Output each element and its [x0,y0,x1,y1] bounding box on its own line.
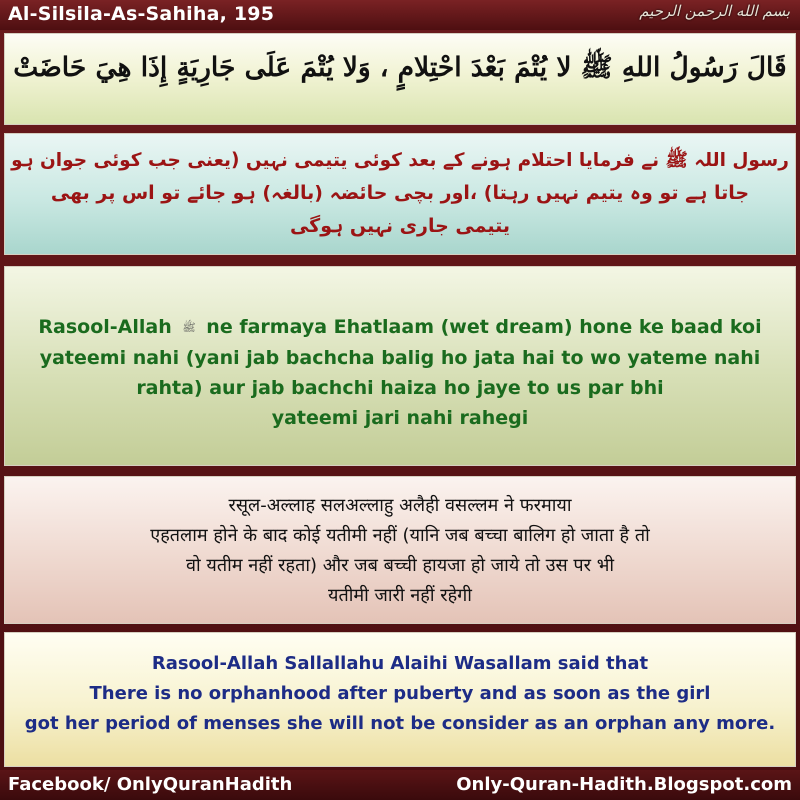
roman-line: yateemi nahi (yani jab bachcha balig ho jata hai to wo yateme nahi [39,346,761,369]
roman-line-1-start: Rasool-Allah [38,316,172,338]
urdu-line: جاتا ہے تو وہ یتیم نہیں رہتا) ،اور بچی حائضہ (بالغہ) ہو جائے تو اس پر بھی [50,182,750,204]
roman-urdu-translation [5,312,795,433]
arabic-text-panel [4,33,796,125]
roman-line [5,312,795,343]
english-translation-panel [4,632,796,767]
english-line: Rasool-Allah Sallallahu Alaihi Wasallam said that [151,653,649,674]
urdu-line: یتیمی جاری نہیں ہوگی [289,215,511,237]
footer-bar [0,770,800,800]
hadith-reference-title: Al-Silsila-As-Sahiha, 195 [8,3,275,25]
roman-line: rahta) aur jab bachchi haiza ho jaye to us par bhi [136,376,664,399]
roman-line-1-end: ne farmaya Ehatlaam (wet dream) hone ke baad koi [206,316,762,338]
urdu-translation [5,144,795,243]
english-translation [5,649,795,739]
blog-url: Only-Quran-Hadith.Blogspot.com [456,774,792,795]
roman-line: yateemi jari nahi rahegi [271,406,529,429]
urdu-line: رسول اللہ ﷺ نے فرمایا احتلام ہونے کے بعد کوئی یتیمی نہیں (یعنی جب کوئی جوان ہو [11,150,789,171]
hindi-line: एहतलाम होने के बाद कोई यतीमी नहीं (यानि जब बच्चा बालिग हो जाता है तो [150,525,650,546]
hindi-translation [5,491,795,611]
hindi-translation-panel [4,476,796,624]
hindi-line: रसूल-अल्लाह सलअल्लाहु अलैही वसल्लम ने फरमाया [228,495,572,516]
hindi-line: वो यतीम नहीं रहता) और जब बच्ची हायजा हो जाये तो उस पर भी [185,555,615,576]
arabic-hadith-text: قَالَ رَسُولُ اللهِ ﷺ لا يُتْمَ بَعْدَ احْتِلامٍ ، وَلا يُتْمَ عَلَى جَارِيَةٍ إِذَا هِيَ حَاضَتْ [13,52,787,83]
english-line: There is no orphanhood after puberty and as soon as the girl [89,683,711,704]
roman-urdu-translation-panel [4,266,796,466]
basmala-calligraphy: بسم الله الرحمن الرحيم [639,2,790,20]
facebook-handle: Facebook/ OnlyQuranHadith [8,774,293,795]
english-line: got her period of menses she will not be consider as an orphan any more. [24,713,776,734]
hindi-line: यतीमी जारी नहीं रहेगी [328,585,472,606]
salawat-calligraphy: ﷺ [182,320,196,334]
header-bar [0,0,800,30]
urdu-translation-panel [4,133,796,255]
